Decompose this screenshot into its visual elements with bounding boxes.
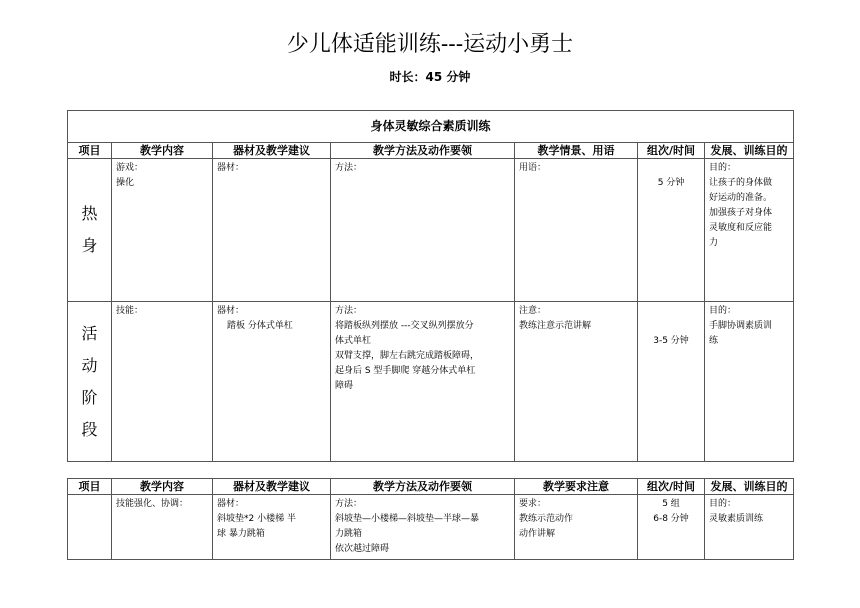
cell-content [112, 159, 213, 302]
section-empty [68, 495, 112, 560]
cell-equipment [213, 495, 331, 560]
cell-line: 障碍 [335, 381, 354, 391]
section-char: 段 [81, 419, 98, 439]
cell-line: 教练注意示范讲解 [519, 321, 592, 331]
cell-line: 力跳箱 [335, 529, 363, 539]
table-header-row [68, 479, 794, 495]
cell-line: 6-8 分钟 [653, 514, 689, 524]
page-title: 少儿体适能训练---运动小勇士 [286, 32, 574, 57]
cell-line: 游戏： [116, 163, 144, 173]
cell-line: 注意： [519, 306, 547, 316]
training-table-1 [67, 110, 794, 462]
section-char: 活 [81, 323, 98, 343]
cell-line: 练 [709, 336, 719, 346]
cell-line: 让孩子的身体做 [709, 178, 773, 188]
cell-requirement [515, 495, 638, 560]
cell-line: 好运动的准备。 [709, 193, 773, 203]
cell-line: 目的： [709, 163, 737, 173]
cell-time [638, 495, 705, 560]
header-content: 教学内容 [112, 479, 213, 495]
section-char: 身 [81, 236, 98, 255]
cell-line: 灵敏素质训练 [709, 514, 764, 524]
section-char: 动 [81, 355, 98, 375]
cell-line: 器材： [217, 306, 245, 316]
section-activity [68, 302, 112, 462]
cell-line: 将踏板纵列摆放 ---交叉纵列摆放分 [335, 321, 474, 331]
table-row-warmup [68, 159, 794, 302]
cell-line: 依次越过障碍 [335, 544, 390, 554]
cell-purpose [705, 302, 794, 462]
cell-content [112, 495, 213, 560]
cell-time [638, 302, 705, 462]
section-char: 阶 [81, 387, 98, 407]
cell-line: 起身后 S 型手脚爬 穿越分体式单杠 [335, 366, 476, 376]
cell-line: 手脚协调素质训 [709, 321, 773, 331]
cell-line: 操化 [116, 178, 135, 188]
cell-line: 目的： [709, 306, 737, 316]
cell-line: 3-5 分钟 [653, 336, 689, 346]
header-situation: 教学情景、用语 [515, 143, 638, 159]
cell-line: 技能强化、协调： [116, 499, 189, 509]
cell-purpose [705, 495, 794, 560]
cell-line: 方法： [335, 163, 363, 173]
header-equipment: 器材及教学建议 [213, 143, 331, 159]
header-purpose: 发展、训练目的 [705, 143, 794, 159]
header-method: 教学方法及动作要领 [331, 143, 515, 159]
cell-situation [515, 159, 638, 302]
header-purpose: 发展、训练目的 [705, 479, 794, 495]
cell-time [638, 159, 705, 302]
cell-line: 器材： [217, 499, 245, 509]
section-char: 热 [81, 204, 98, 223]
duration-subtitle: 时长：45 分钟 [389, 70, 471, 84]
header-content: 教学内容 [112, 143, 213, 159]
cell-line: 5 分钟 [657, 178, 685, 188]
cell-line: 斜坡垫*2 小楼梯 半 [217, 514, 296, 524]
table-banner: 身体灵敏综合素质训练 [68, 111, 794, 143]
cell-line: 力 [709, 238, 719, 248]
header-requirement: 教学要求注意 [515, 479, 638, 495]
cell-line: 灵敏度和反应能 [709, 223, 773, 233]
table-row-skill [68, 495, 794, 560]
cell-line: 5 组 [662, 499, 680, 509]
table-row-activity [68, 302, 794, 462]
cell-line: 斜坡垫—小楼梯—斜坡垫—半球—暴 [335, 514, 480, 524]
cell-line: 教练示范动作 [519, 514, 574, 524]
header-time: 组次/时间 [638, 479, 705, 495]
cell-line: 方法： [335, 499, 363, 509]
section-warmup [68, 159, 112, 302]
table-banner-row [68, 111, 794, 143]
cell-content [112, 302, 213, 462]
cell-equipment [213, 302, 331, 462]
cell-line: 用语： [519, 163, 547, 173]
cell-equipment [213, 159, 331, 302]
training-table-2 [67, 478, 794, 560]
cell-line: 体式单杠 [335, 336, 372, 346]
cell-method [331, 495, 515, 560]
cell-line: 双臂支撑，脚左右跳完成踏板障碍， [335, 351, 480, 361]
cell-line: 技能： [116, 306, 144, 316]
header-item: 项目 [68, 143, 112, 159]
cell-line: 器材： [217, 163, 245, 173]
header-equipment: 器材及教学建议 [213, 479, 331, 495]
cell-line: 动作讲解 [519, 529, 556, 539]
header-time: 组次/时间 [638, 143, 705, 159]
cell-method [331, 302, 515, 462]
cell-line: 目的： [709, 499, 737, 509]
cell-purpose [705, 159, 794, 302]
cell-line: 踏板 分体式单杠 [227, 321, 293, 331]
cell-line: 要求： [519, 499, 547, 509]
header-method: 教学方法及动作要领 [331, 479, 515, 495]
cell-line: 球 暴力跳箱 [217, 529, 265, 539]
cell-line: 加强孩子对身体 [709, 208, 773, 218]
cell-method [331, 159, 515, 302]
header-item: 项目 [68, 479, 112, 495]
table-header-row [68, 143, 794, 159]
cell-line: 方法： [335, 306, 363, 316]
cell-situation [515, 302, 638, 462]
